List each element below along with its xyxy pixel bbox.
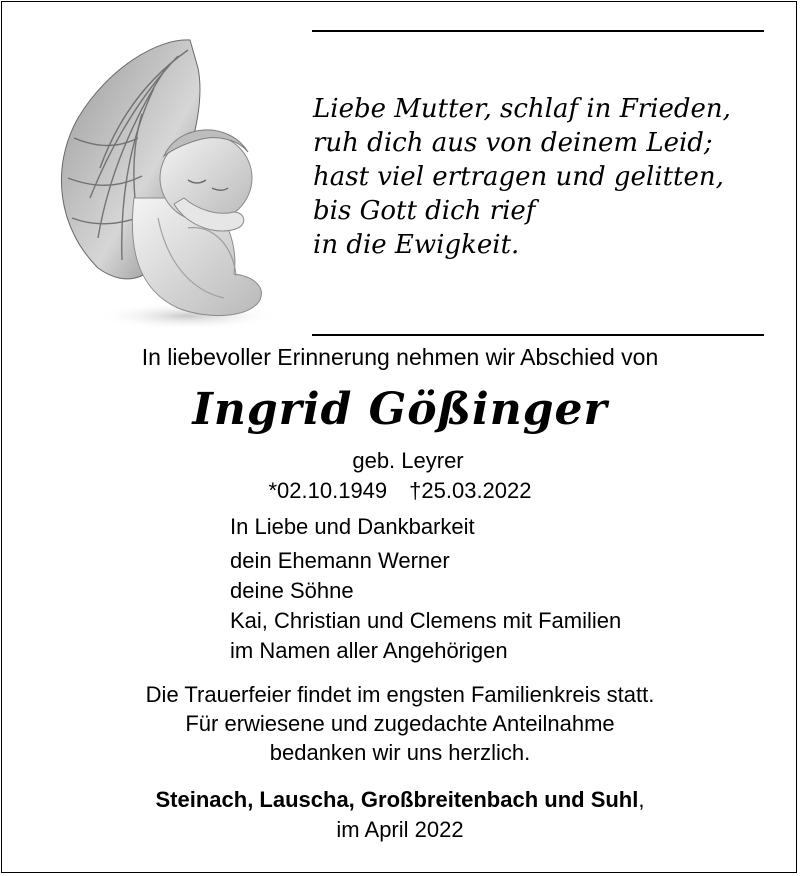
places: Steinach, Lauscha, Großbreitenbach und Suhl xyxy=(155,787,639,812)
sleeping-angel-image xyxy=(38,28,274,332)
life-dates xyxy=(0,478,800,504)
poem xyxy=(313,92,783,262)
places-line xyxy=(0,785,800,815)
bottom-rule xyxy=(312,334,764,336)
notice-line: Für erwiesene und zugedachte Anteilnahme xyxy=(185,711,615,736)
family-line: In Liebe und Dankbarkeit xyxy=(230,514,475,539)
poem-line: hast viel ertragen und gelitten, xyxy=(313,162,724,192)
closing xyxy=(0,785,800,845)
places-comma: , xyxy=(638,787,645,812)
deceased-name: Ingrid Gößinger xyxy=(192,384,608,435)
family-line: im Namen aller Angehörigen xyxy=(230,638,508,663)
poem-line: ruh dich aus von deinem Leid; xyxy=(313,128,713,158)
funeral-notice xyxy=(0,680,800,767)
family-line: dein Ehemann Werner xyxy=(230,548,450,573)
poem-line: bis Gott dich rief xyxy=(313,196,536,226)
poem-line: in die Ewigkeit. xyxy=(313,230,520,260)
notice-line: bedanken wir uns herzlich. xyxy=(269,740,531,765)
intro-text: In liebevoller Erinnerung nehmen wir Abschied von xyxy=(141,344,659,370)
family-line: deine Söhne xyxy=(230,578,354,603)
notice-line: Die Trauerfeier findet im engsten Familienkreis statt. xyxy=(145,682,655,707)
maiden-name: geb. Leyrer xyxy=(352,448,464,473)
top-rule xyxy=(312,30,764,32)
family-line: Kai, Christian und Clemens mit Familien xyxy=(230,608,622,633)
family-signature xyxy=(230,512,621,666)
closing-date: im April 2022 xyxy=(336,817,464,842)
death-date: †25.03.2022 xyxy=(409,478,532,503)
birth-date: *02.10.1949 xyxy=(268,478,388,503)
poem-line: Liebe Mutter, schlaf in Frieden, xyxy=(313,94,731,124)
